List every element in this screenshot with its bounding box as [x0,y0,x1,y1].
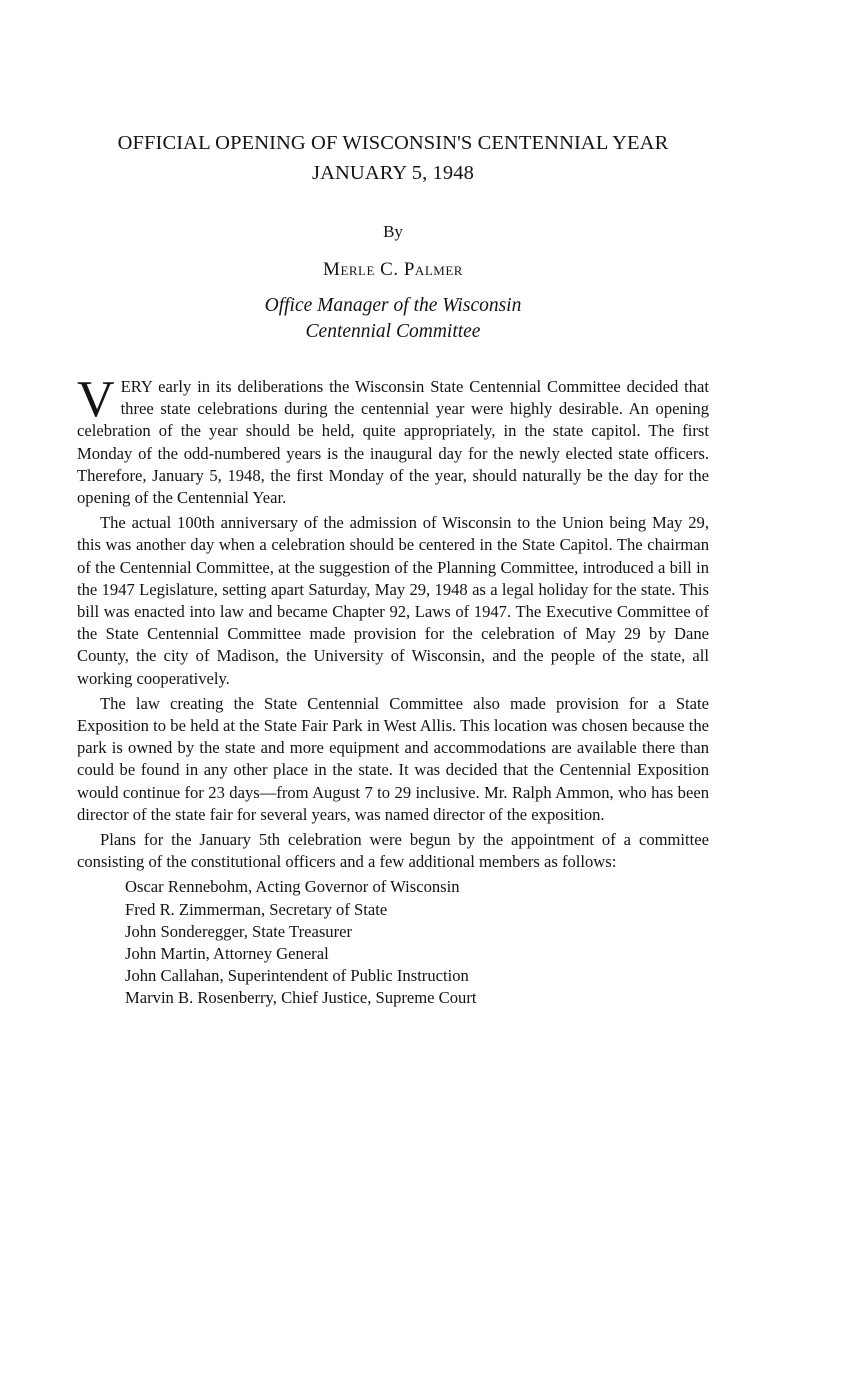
title-line-2: JANUARY 5, 1948 [312,162,474,184]
paragraph-3: The law creating the State Centennial Committee also made provision for a State Exposition to be held at the State Fair Park in West Allis. This location was chosen because the park is owned by the state and more equipment and accommodations are available there than could be found in any other place in the state. It was decided that the Centennial Exposition would continue for 23 days—from August 7 to 29 inclusive. Mr. Ralph Ammon, who has been director of the state fair for several years, was named director of the exposition. [77,693,709,824]
byline: By [383,222,403,241]
article-body [77,371,709,873]
list-item: Marvin B. Rosenberry, Chief Justice, Supreme Court [125,988,477,1008]
list-item: Fred R. Zimmerman, Secretary of State [125,899,388,919]
affiliation-line-2: Centennial Committee [305,321,481,342]
article-title [77,128,709,188]
article-page [77,128,709,1010]
title-line-1: OFFICIAL OPENING OF WISCONSIN'S CENTENNIAL YEAR [117,132,669,154]
list-item: John Callahan, Superintendent of Public Instruction [125,966,469,986]
author-name: Merle C. Palmer [323,259,463,280]
paragraph-1 [77,371,709,509]
affiliation-line-1: Office Manager of the Wisconsin [264,295,522,316]
author-affiliation [77,293,709,345]
committee-member-list [77,876,709,1009]
list-item: John Martin, Attorney General [125,944,329,964]
drop-cap: V [77,371,115,428]
paragraph-2: The actual 100th anniversary of the admission of Wisconsin to the Union being May 29, this was another day when a celebration should be centered in the State Capitol. The chairman of the Centennial Committee, at the suggestion of the Planning Committee, introduced a bill in the 1947 Legislature, setting apart Saturday, May 29, 1948 as a legal holiday for the state. This bill was enacted into law and became Chapter 92, Laws of 1947. The Executive Committee of the State Centennial Committee made provision for the celebration of May 29 by Dane County, the city of Madison, the University of Wisconsin, and the people of the state, all working cooperatively. [77,513,709,688]
list-item: Oscar Rennebohm, Acting Governor of Wisconsin [125,877,460,897]
paragraph-4: Plans for the January 5th celebration were begun by the appointment of a committee consisting of the constitutional officers and a few additional members as follows: [77,830,709,872]
list-item: John Sonderegger, State Treasurer [125,921,352,941]
paragraph-1-text: ERY early in its deliberations the Wisconsin State Centennial Committee decided that three state celebrations during the centennial year were highly desirable. An opening celebration of the year should be held, quite appropriately, in the state capitol. The first Monday of the odd-numbered years is the inaugural day for the newly elected state officers. Therefore, January 5, 1948, the first Monday of the year, should naturally be the day for the opening of the Centennial Year. [77,377,709,508]
